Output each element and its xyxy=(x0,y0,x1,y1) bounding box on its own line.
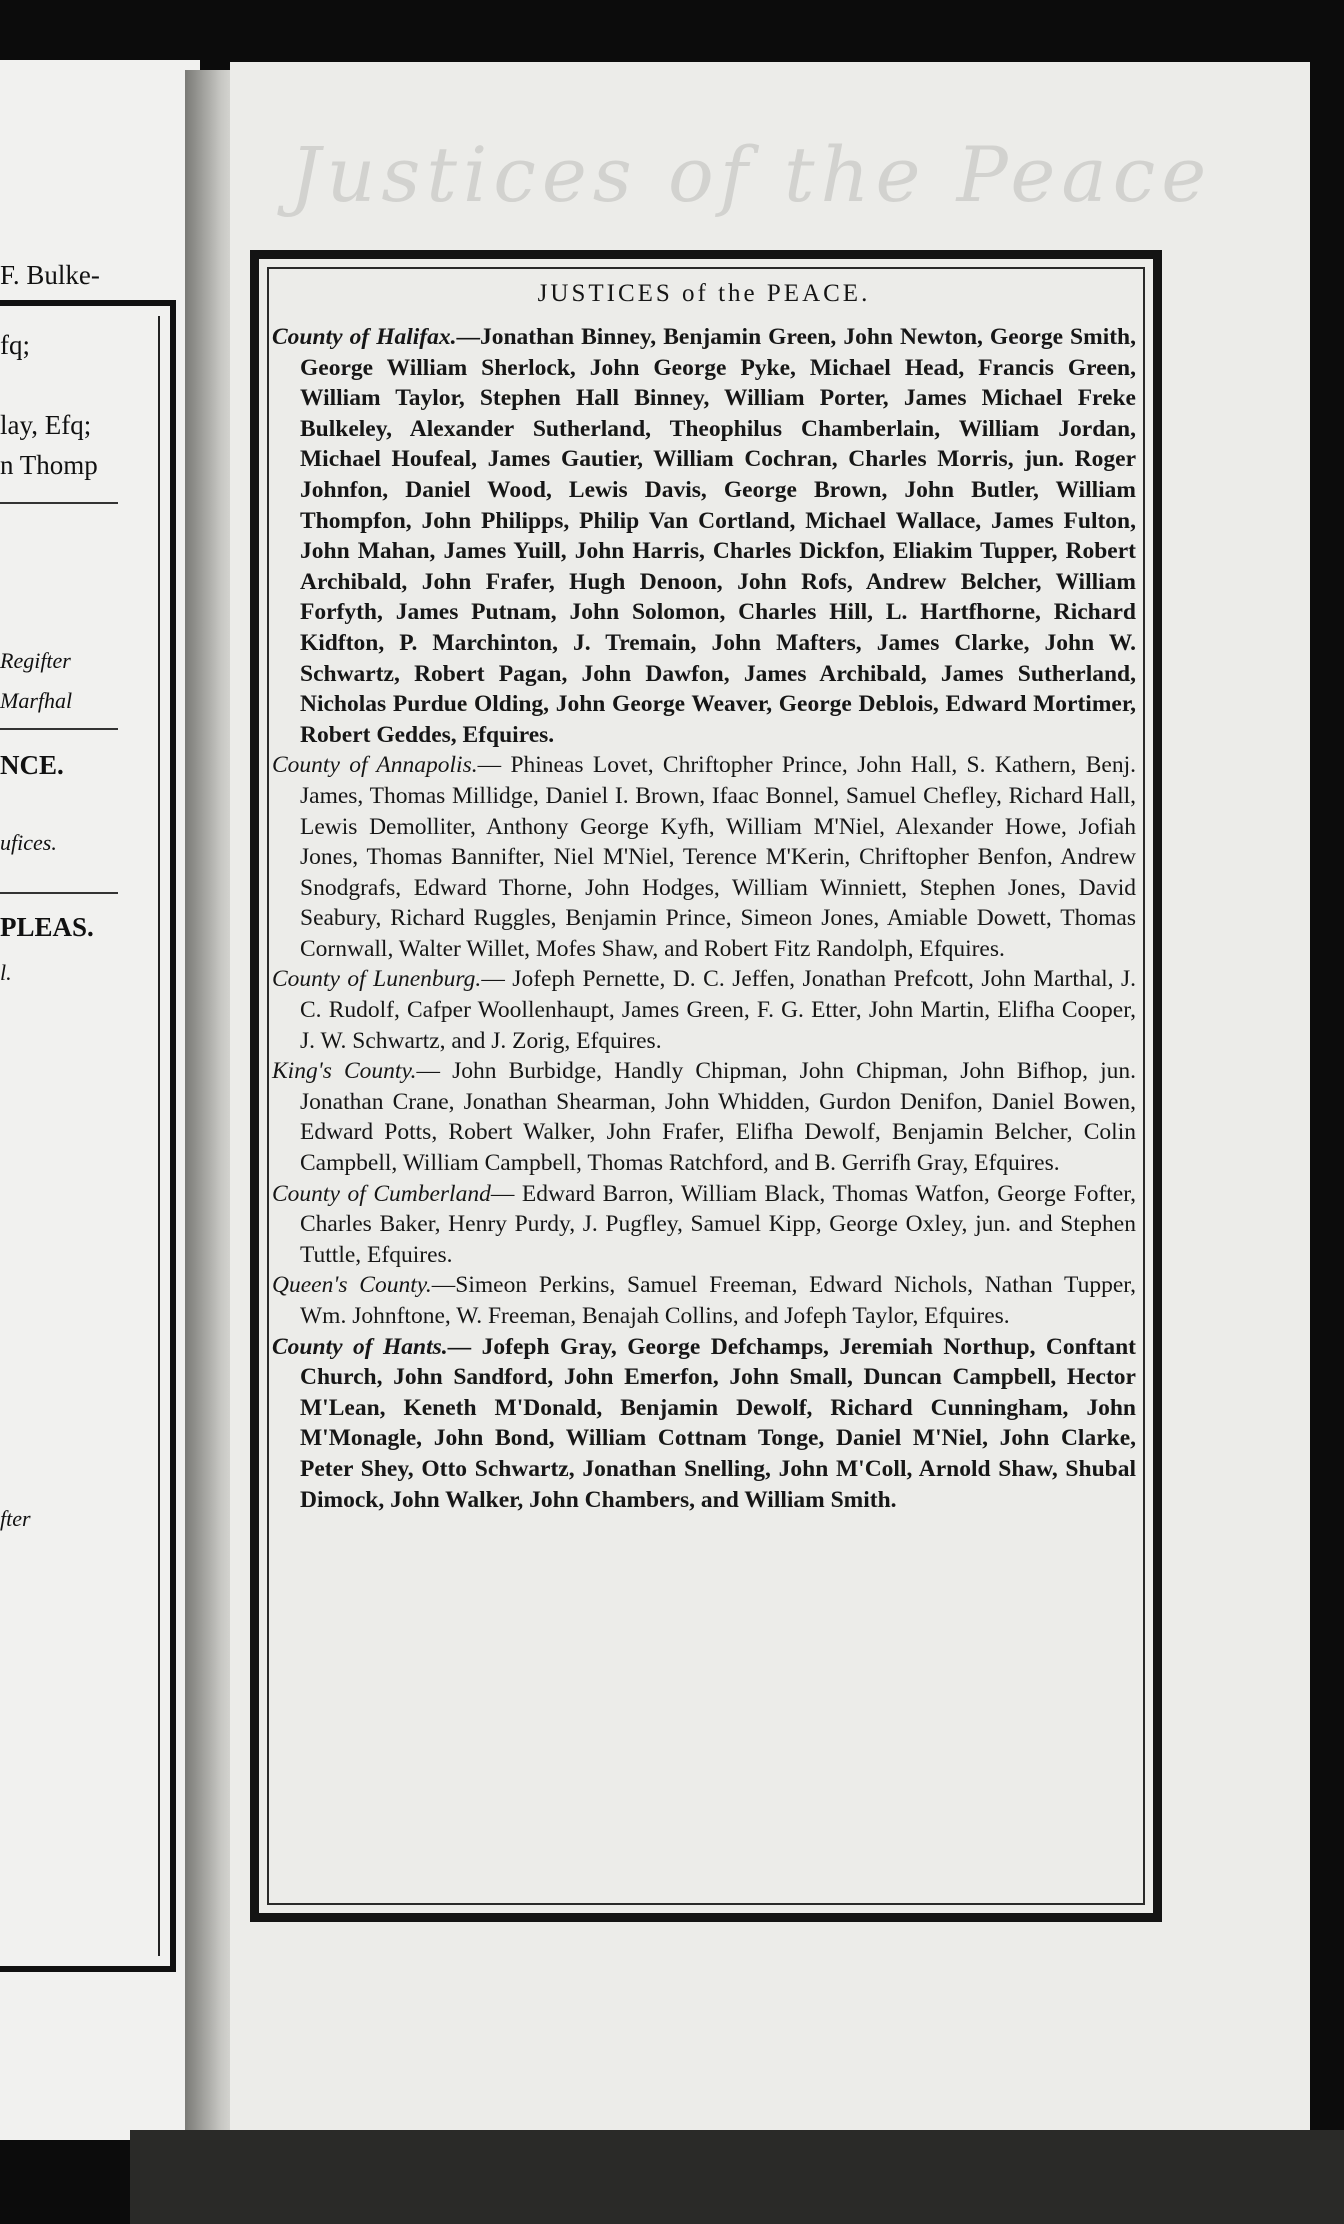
county-name: County of Annapolis. xyxy=(272,752,478,779)
fragment-esq: fq; xyxy=(0,330,30,360)
fragment-justices: ufices. xyxy=(0,830,57,855)
fragment-register: Regifter xyxy=(0,648,71,673)
county-name: County of Halifax. xyxy=(272,324,457,350)
fragment-lay-esq: lay, Efq; xyxy=(0,410,92,440)
county-entry-kings xyxy=(272,1056,1136,1178)
county-entry-lunenburg xyxy=(272,964,1136,1056)
county-entry-halifax xyxy=(272,322,1136,750)
county-name: County of Lunenburg. xyxy=(272,966,482,993)
justice-names: — John Burbidge, Handly Chipman, John Chipman, John Bifhop, jun. Jonathan Crane, Jonathan Shearman, John Whidden, Gurdon Denifon, Daniel Bowen, Edward Potts, Robert Walker, John Frafer, Elifha Dewolf, Benjamin Belcher, Colin Campbell, William Campbell, Thomas Ratchford, and B. Gerrifh Gray, Efquires. xyxy=(300,1058,1136,1177)
justice-names: — Edward Barron, William Black, Thomas Watfon, George Fofter, Charles Baker, Henry Purdy, J. Pugfley, Samuel Kipp, George Oxley, jun. and Stephen Tuttle, Efquires. xyxy=(300,1180,1136,1268)
county-entry-annapolis xyxy=(272,750,1136,964)
justice-names: — Phineas Lovet, Chriftopher Prince, John Hall, S. Kathern, Benj. James, Thomas Millidge, Daniel I. Brown, Ifaac Bonnel, Samuel Chefley, Richard Hall, Lewis Demolliter, Anthony George Kyfh, William M'Niel, Alexander Howe, Jofiah Jones, Thomas Bannifter, Niel M'Niel, Terence M'Kerin, Chriftopher Benfon, Andrew Snodgrafs, Edward Thorne, John Hodges, William Winniett, Stephen Jones, David Seabury, Richard Ruggles, Benjamin Prince, Simeon Jones, Amiable Dowett, Thomas Cornwall, Walter Willet, Mofes Shaw, and Robert Fitz Randolph, Efquires. xyxy=(300,752,1137,962)
justice-names: —Simeon Perkins, Samuel Freeman, Edward Nichols, Nathan Tupper, Wm. Johnftone, W. Freeman, Benajah Collins, and Jofeph Taylor, Efquires. xyxy=(300,1272,1137,1329)
fragment-nce: NCE. xyxy=(0,750,64,780)
page-bottom-edge xyxy=(130,2130,1344,2224)
county-name: County of Hants. xyxy=(272,1333,448,1360)
fragment-l: l. xyxy=(0,960,12,985)
fragment-rule xyxy=(0,728,118,730)
county-name: Queen's County. xyxy=(272,1272,432,1299)
county-entry-cumberland xyxy=(272,1179,1136,1271)
fragment-rule xyxy=(0,502,118,504)
previous-page-frame xyxy=(0,300,176,1972)
fragment-pleas: PLEAS. xyxy=(0,912,94,942)
fragment-bulkeley: F. Bulke- xyxy=(0,260,100,290)
county-name: King's County. xyxy=(272,1058,417,1085)
county-name: County of Cumberland xyxy=(272,1180,491,1207)
justice-names: — Jofeph Gray, George Defchamps, Jeremiah Northup, Conftant Church, John Sandford, John Emerfon, John Small, Duncan Campbell, Hector M'Lean, Keneth M'Donald, Benjamin Dewolf, Richard Cunningham, John M'Monagle, John Bond, William Cottnam Tonge, Daniel M'Niel, John Clarke, Peter Shey, Otto Schwartz, Jonathan Snelling, John M'Coll, Arnold Shaw, Shubal Dimock, John Walker, John Chambers, and William Smith. xyxy=(300,1333,1136,1513)
page-title: JUSTICES of the PEACE. xyxy=(537,280,871,307)
fragment-marshal: Marfhal xyxy=(0,688,73,713)
fragment-fter: fter xyxy=(0,1506,31,1531)
county-entry-hants xyxy=(272,1332,1136,1516)
justice-names: — Jofeph Pernette, D. C. Jeffen, Jonathan Prefcott, John Marthal, J. C. Rudolf, Cafper Woollenhaupt, James Green, F. G. Etter, John Martin, Elifha Cooper, J. W. Schwartz, and J. Zorig, Efquires. xyxy=(300,966,1137,1054)
fragment-rule xyxy=(0,892,118,894)
previous-page xyxy=(0,60,200,2140)
justice-names: —Jonathan Binney, Benjamin Green, John Newton, George Smith, George William Sherlock, John George Pyke, Michael Head, Francis Green, William Taylor, Stephen Hall Binney, William Porter, James Michael Freke Bulkeley, Alexander Sutherland, Theophilus Chamberlain, William Jordan, Michael Houfeal, James Gautier, William Cochran, Charles Morris, jun. Roger Johnfon, Daniel Wood, Lewis Davis, George Brown, John Butler, William Thompfon, John Philipps, Philip Van Cortland, Michael Wallace, James Fulton, John Mahan, James Yuill, John Harris, Charles Dickfon, Eliakim Tupper, Robert Archibald, John Frafer, Hugh Denoon, John Rofs, Andrew Belcher, William Forfyth, James Putnam, John Solomon, Charles Hill, L. Hartfhorne, Richard Kidfton, P. Marchinton, J. Tremain, John Mafters, James Clarke, John W. Schwartz, Robert Pagan, John Dawfon, James Archibald, James Sutherland, Nicholas Purdue Olding, John George Weaver, George Deblois, Edward Mortimer, Robert Geddes, Efquires. xyxy=(300,324,1136,748)
justices-list xyxy=(272,280,1136,1515)
fragment-thomp: n Thomp xyxy=(0,450,98,480)
county-entry-queens xyxy=(272,1270,1136,1331)
handwritten-note: Justices of the Peace xyxy=(290,130,1213,219)
